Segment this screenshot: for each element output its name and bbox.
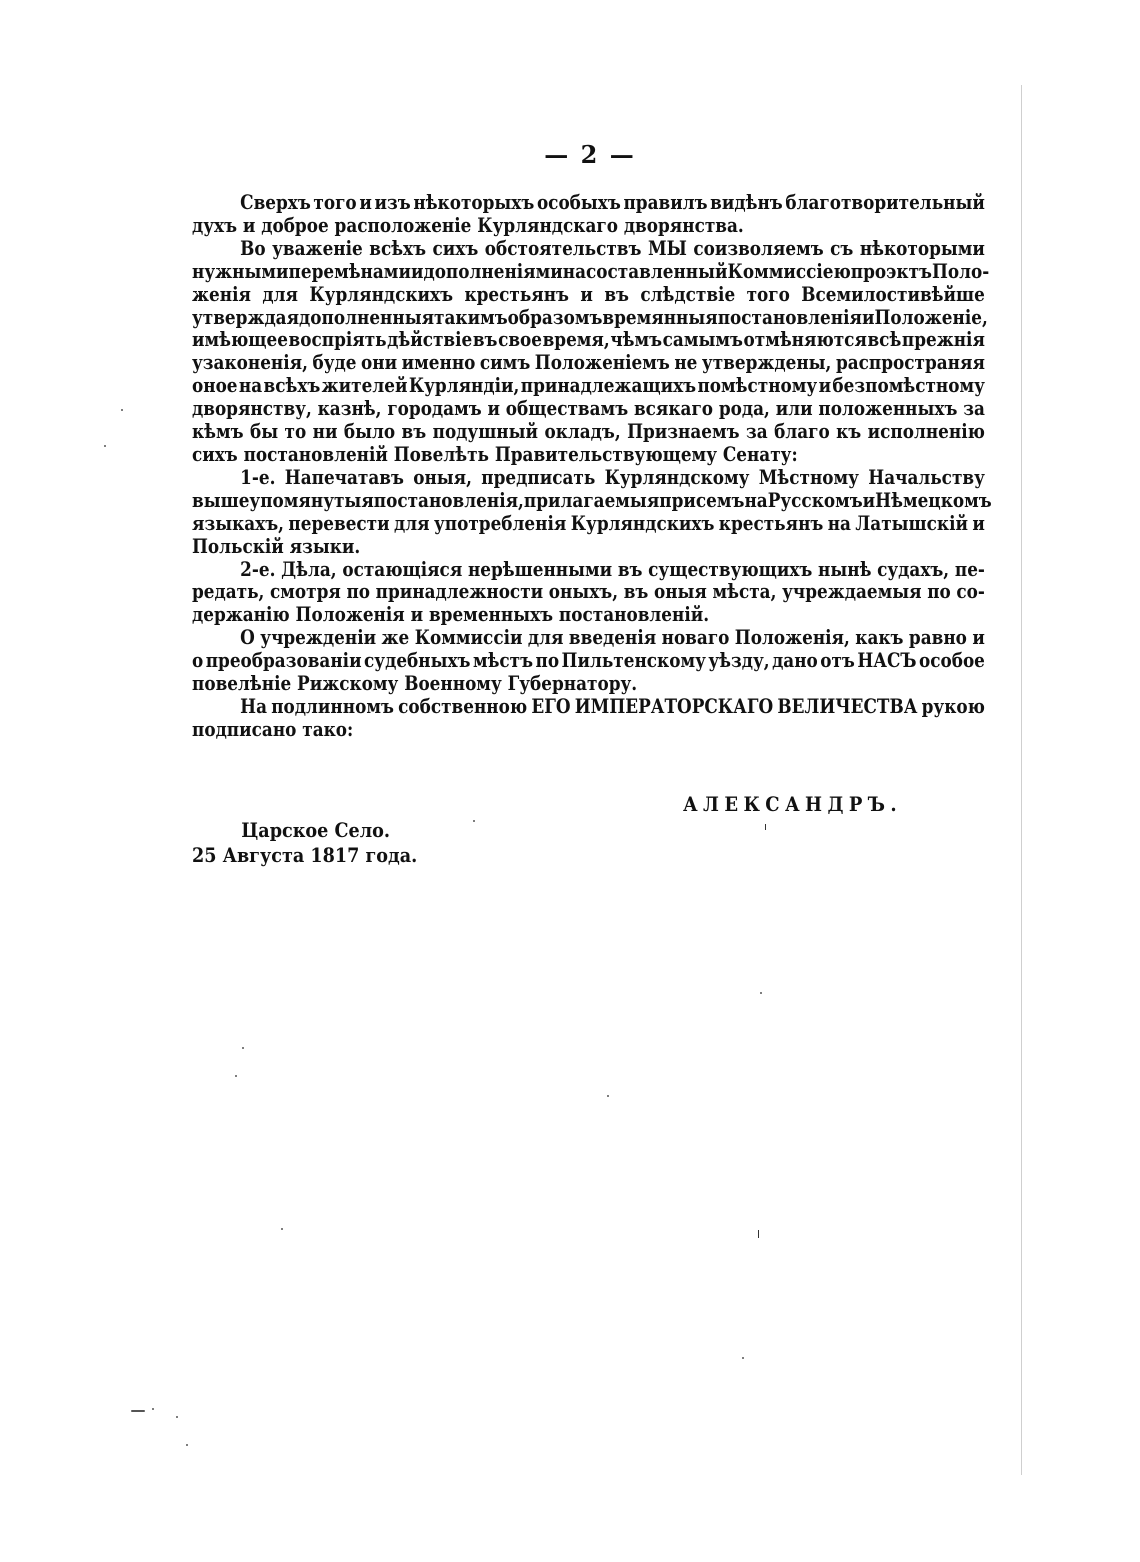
- text-line: узаконенія, буде они именно симъ Положеніемъ не утверждены, распространяя: [192, 351, 985, 375]
- text-line: На подлинномъ собственною ЕГО ИМПЕРАТОРСКАГО ВЕЛИЧЕСТВА рукою: [240, 694, 985, 718]
- text-line: оное на всѣхъ жителей Курляндіи, принадлежащихъ помѣстному и безпомѣстному: [192, 374, 985, 398]
- text-line: 1-е. Напечатавъ оныя, предписать Курляндскому Мѣстному Начальству: [240, 465, 985, 489]
- text-line: редать, смотря по принадлежности оныхъ, въ оныя мѣста, учреждаемыя по со-: [192, 580, 985, 604]
- scan-speck: [152, 1408, 154, 1410]
- text-line: Сверхъ того и изъ нѣкоторыхъ особыхъ правилъ видѣнъ благотворительный: [240, 191, 985, 214]
- scan-speck: [242, 1047, 244, 1049]
- date-of-signing: 25 Августа 1817 года.: [192, 843, 418, 867]
- text-line: нужными перемѣнами и дополненіями на составленный Коммиссіею проэктъ Поло-: [192, 259, 990, 283]
- text-line: языкахъ, перевести для употребленія Курляндскихъ крестьянъ на Латышскій и: [192, 511, 985, 535]
- scan-edge-line: [1021, 85, 1022, 1475]
- scan-speck: [131, 1410, 145, 1412]
- text-line: вышеупомянутыя постановленія, прилагаемыя при семъ на Русскомъ и Нѣмецкомъ: [192, 488, 992, 512]
- text-line: кѣмъ бы то ни было въ подушный окладъ, Признаемъ за благо къ исполненію: [192, 420, 985, 444]
- scan-speck: [607, 1095, 609, 1097]
- scan-speck: [235, 1075, 237, 1077]
- scan-tick: [758, 1230, 759, 1238]
- text-line: Польскій языки.: [192, 534, 361, 558]
- signature-name: АЛЕКСАНДРЪ.: [683, 792, 903, 816]
- text-line: о преобразованіи судебныхъ мѣстъ по Пильтенскому уѣзду, дано отъ НАСЪ особое: [192, 649, 985, 673]
- text-line: духъ и доброе расположеніе Курляндскаго дворянства.: [192, 213, 744, 237]
- text-line: О учрежденіи же Коммиссіи для введенія новаго Положенія, какъ равно и: [240, 626, 985, 650]
- text-line: женія для Курляндскихъ крестьянъ и въ слѣдствіе того Всемилостивѣйше: [192, 282, 985, 306]
- place-and-date: [192, 818, 417, 868]
- place-of-signing: Царское Село.: [241, 818, 390, 842]
- scan-speck: [760, 992, 762, 994]
- text-line: имѣющее воспріять дѣйствіе въ свое время, чѣмъ самымъ отмѣняются всѣ прежнія: [192, 328, 985, 352]
- text-line: сихъ постановленій Повелѣть Правительствующему Сенату:: [192, 442, 798, 466]
- scan-speck: [121, 409, 123, 411]
- scan-speck: [742, 1357, 744, 1359]
- scan-speck: [186, 1444, 188, 1446]
- scan-speck: [104, 445, 106, 447]
- text-line: держанію Положенія и временныхъ постановленій.: [192, 603, 710, 627]
- text-line: Во уваженіе всѣхъ сихъ обстоятельствъ МЫ соизволяемъ съ нѣкоторыми: [240, 236, 985, 260]
- page-number: — 2 —: [544, 140, 636, 169]
- decree-body-text: [192, 191, 992, 742]
- text-line: 2-е. Дѣла, остающіяся нерѣшенными въ существующихъ нынѣ судахъ, пе-: [240, 557, 985, 581]
- text-line: утверждая дополненныя такимъ образомъ времянныя постановленія и Положеніе,: [192, 305, 988, 329]
- text-line: подписано тако:: [192, 717, 354, 741]
- text-line: дворянству, казнѣ, городамъ и обществамъ всякаго рода, или положенныхъ за: [192, 397, 985, 421]
- text-line: повелѣніе Рижскому Военному Губернатору.: [192, 672, 638, 696]
- scan-speck: [176, 1416, 178, 1418]
- scan-speck: [473, 820, 475, 822]
- scan-speck: [281, 1228, 283, 1230]
- scan-tick: [765, 824, 766, 830]
